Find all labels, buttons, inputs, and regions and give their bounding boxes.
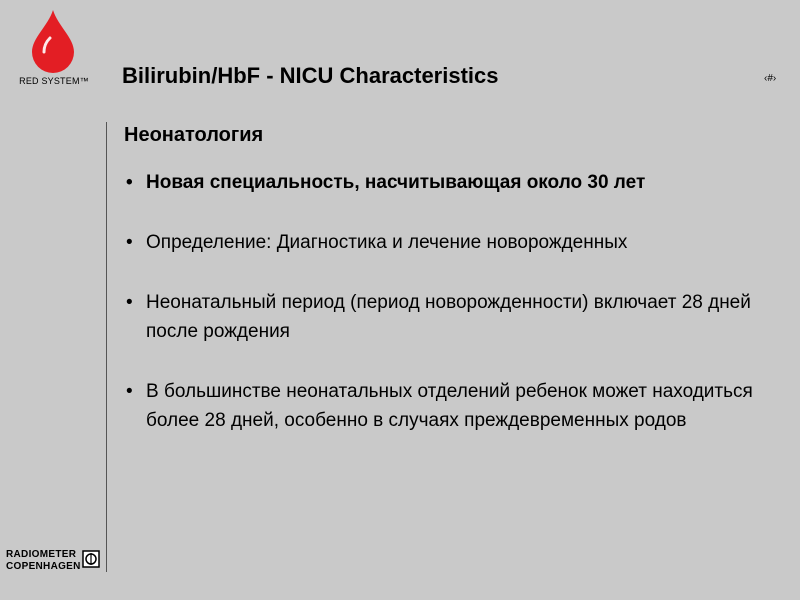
bullet-item [126,288,776,346]
radiometer-emblem-icon [82,550,100,568]
bullet-text: Неонатальный период (период новорожденности) включает 28 дней после рождения [146,292,751,342]
bullet-item [126,377,776,435]
slide-title: Bilirubin/HbF - NICU Characteristics [122,63,499,88]
brand-product-name: RED SYSTEM™ [19,76,89,86]
bullet-item [126,168,776,197]
slide-number: ‹#› [764,73,777,84]
bullet-item [126,228,776,257]
vertical-divider [106,122,107,572]
bullet-dot-icon: • [126,381,133,402]
bullet-text: В большинстве неонатальных отделений ребенок может находиться более 28 дней, особенно в случаях преждевременных родов [146,381,753,431]
bullet-text: Определение: Диагностика и лечение новорожденных [146,232,628,253]
section-heading: Неонатология [124,124,264,146]
bullet-dot-icon: • [126,292,133,313]
bullet-list [126,168,776,466]
bullet-dot-icon: • [126,172,133,193]
bullet-dot-icon: • [126,232,133,253]
blood-drop-logo-icon [30,8,76,74]
bullet-text: Новая специальность, насчитывающая около 30 лет [146,172,646,193]
company-logo-text [6,549,81,573]
company-name-line2: COPENHAGEN [6,561,81,572]
company-name-line1: RADIOMETER [6,549,77,560]
